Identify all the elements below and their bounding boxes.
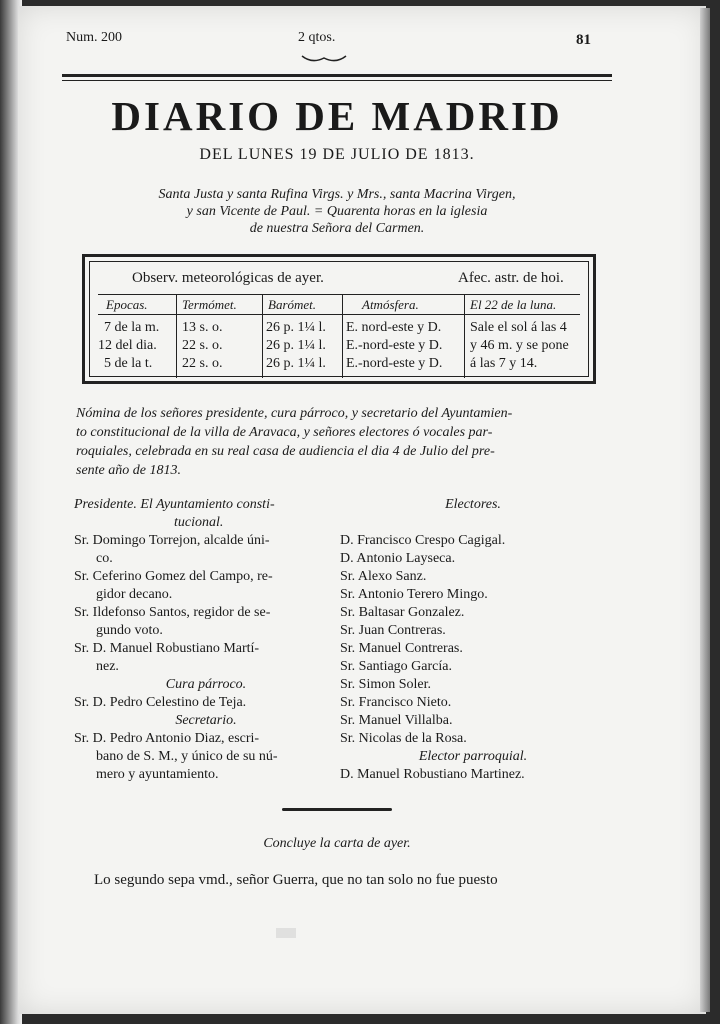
issue-number: Num. 200 [66,30,122,45]
page-edge [700,8,710,1012]
astronomy-title: Afec. astr. de hoi. [458,270,564,286]
elector-item: Sr. Manuel Contreras. [340,641,463,656]
header-rule [62,74,612,77]
nomina-paragraph [76,404,616,480]
table-cell: 13 s. o. [182,320,223,335]
table-cell: 26 p. 1¼ l. [266,320,326,335]
issue-price: 2 qtos. [298,30,336,45]
list-item-cont: mero y ayuntamiento. [96,767,219,782]
nomina-line: roquiales, celebrada en su real casa de audiencia el dia 4 de Julio del pre- [76,444,495,459]
list-item-cont: bano de S. M., y único de su nú- [96,749,278,764]
elector-item: D. Manuel Robustiano Martinez. [340,767,525,782]
table-rule [98,294,580,295]
elector-item: Sr. Antonio Terero Mingo. [340,587,488,602]
table-cell: E. nord-este y D. [346,320,442,335]
table-cell: 12 del dia. [98,338,157,353]
table-cell: y 46 m. y se pone [470,338,569,353]
table-cell: 26 p. 1¼ l. [266,338,326,353]
list-item-cont: co. [96,551,113,566]
nomina-line: to constitucional de la villa de Aravaca, y señores electores ó vocales par- [76,425,493,440]
paper-stain [276,928,296,938]
elector-item: D. Antonio Layseca. [340,551,456,566]
table-cell: E.-nord-este y D. [346,356,443,371]
table-cell: 22 s. o. [182,338,223,353]
elector-item: Sr. Simon Soler. [340,677,432,692]
table-cell: Sale el sol á las 4 [470,320,567,335]
saints-line: Santa Justa y santa Rufina Virgs. y Mrs., santa Macrina Virgen, [158,187,516,202]
column-header: Barómet. [268,297,317,312]
list-item: Sr. D. Pedro Antonio Diaz, escri- [74,731,260,746]
table-rule [98,314,580,315]
list-item: Sr. Domingo Torrejon, alcalde úni- [74,533,270,548]
header-rule-thin [62,80,612,81]
elector-item: Sr. Francisco Nieto. [340,695,452,710]
column-separator [342,294,343,378]
cura-heading: Cura párroco. [165,677,247,692]
nomina-line: Nómina de los señores presidente, cura párroco, y secretario del Ayuntamien- [76,406,513,421]
elector-item: Sr. Manuel Villalba. [340,713,453,728]
elector-item: Sr. Alexo Sanz. [340,569,427,584]
electores-heading: Electores. [445,497,501,512]
elector-item: Sr. Juan Contreras. [340,623,446,638]
meteorology-table [82,254,596,384]
elector-item: Sr. Baltasar Gonzalez. [340,605,465,620]
secretario-heading: Secretario. [175,713,237,728]
meteorology-title: Observ. meteorológicas de ayer. [132,270,324,286]
saints-of-day [92,186,582,237]
page-number: 81 [576,32,591,48]
table-cell: á las 7 y 14. [470,356,538,371]
presidente-heading-cont: tucional. [174,515,224,530]
elector-parroquial-heading: Elector parroquial. [418,749,528,764]
table-cell: 7 de la m. [104,320,160,335]
list-item: Sr. D. Manuel Robustiano Martí- [74,641,260,656]
ornament-swash-icon [300,52,348,66]
elector-item: D. Francisco Crespo Cagigal. [340,533,506,548]
list-item: Sr. Ceferino Gomez del Campo, re- [74,569,273,584]
section-divider [282,808,392,811]
list-item-cont: nez. [96,659,119,674]
dateline: DEL LUNES 19 DE JULIO DE 1813. [199,146,475,163]
column-separator [176,294,177,378]
nomina-line: sente año de 1813. [76,463,181,478]
column-separator [464,294,465,378]
masthead-title: DIARIO DE MADRID [111,93,563,139]
table-cell: E.-nord-este y D. [346,338,443,353]
list-item-cont: gidor decano. [96,587,173,602]
table-cell: 5 de la t. [104,356,153,371]
elector-item: Sr. Nicolas de la Rosa. [340,731,467,746]
presidente-heading: Presidente. El Ayuntamiento consti- [74,497,275,512]
column-separator [262,294,263,378]
body-text-line: Lo segundo sepa vmd., señor Guerra, que no tan solo no fue puesto [94,872,498,888]
list-item: Sr. Ildefonso Santos, regidor de se- [74,605,271,620]
meteorology-table-inner [89,261,589,377]
column-header: Atmósfera. [362,297,419,312]
table-cell: 26 p. 1¼ l. [266,356,326,371]
saints-line: y san Vicente de Paul. = Quarenta horas en la iglesia [186,204,488,219]
table-cell: 22 s. o. [182,356,223,371]
column-header: El 22 de la luna. [470,297,557,312]
saints-line: de nuestra Señora del Carmen. [249,221,425,236]
left-column [74,496,338,784]
column-header: Termómet. [182,297,237,312]
list-item: Sr. D. Pedro Celestino de Teja. [74,695,247,710]
right-column [340,496,606,784]
elector-item: Sr. Santiago García. [340,659,452,674]
list-item-cont: gundo voto. [96,623,163,638]
column-header: Epocas. [106,297,148,312]
section-heading: Concluye la carta de ayer. [263,836,411,851]
